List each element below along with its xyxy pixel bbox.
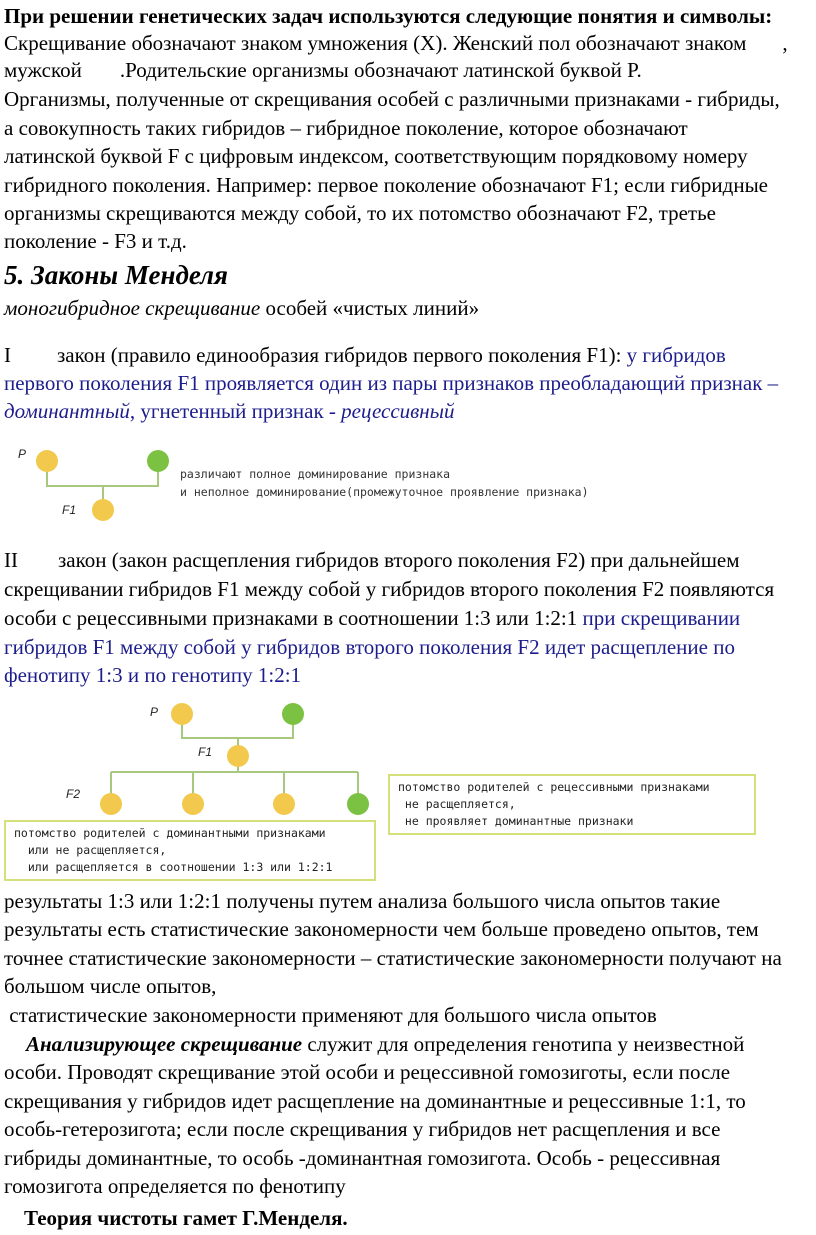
intro-line: поколение - F3 и т.д. [4,229,187,253]
f1-offspring-circle [227,745,249,767]
f2-dominant-circle [100,793,122,815]
law2-highlight: при скрещивании [582,606,741,630]
box-line: потомство родителей с рецессивными признаками [398,780,710,794]
intro-line: гибридного поколения. Например: первое поколение обозначают F1; если гибридные [4,173,768,197]
analysis-line: особь-гетерозигота; если после скрещивания у гибридов нет расщепления и все [4,1117,721,1141]
intro-heading: При решении генетических задач используются следующие понятия и символы: [4,4,773,28]
f2-label: F2 [66,787,81,801]
diagram1-note: и неполное доминирование(промежуточное проявление признака) [180,485,589,499]
p-label: P [150,705,159,719]
intro-text: .Родительские организмы обозначают латинской буквой P. [119,58,642,82]
intro-line: латинской буквой F с цифровым индексом, соответствующим порядковому номеру [4,144,748,168]
analysis-term: Анализирующее скрещивание [26,1032,303,1056]
box-line: или расщепляется в соотношении 1:3 или 1:2:1 [14,860,333,874]
subtitle-italic: моногибридное скрещивание [4,296,261,320]
box-line: или не расщепляется, [14,843,167,857]
law2-line [4,547,740,574]
recessive-note-box [388,774,756,835]
law2-line: скрещивании гибридов F1 между собой у гибридов второго поколения F2 появляются [4,577,775,601]
f2-dominant-circle [273,793,295,815]
law2-text: закон (закон расщепления гибридов второго поколения F2) при дальнейшем [58,548,740,572]
dominant-parent-circle [171,703,193,725]
law1-highlight: у гибридов [626,343,726,367]
dominant-parent-circle [36,450,58,472]
law2-number: II [4,548,18,572]
law2-text: особи с рецессивными признаками в соотношении 1:3 или 1:2:1 [4,606,583,630]
law1-line [4,398,454,425]
intro-line: Организмы, полученные от скрещивания особей с различными признаками - гибриды, [4,87,780,111]
law1-text: , угнетенный признак - [129,399,342,423]
results-line: большом числе опытов, [4,974,217,998]
section-title: 5. Законы Менделя [4,260,228,290]
f1-offspring-circle [92,499,114,521]
intro-text: Скрещивание обозначают знаком умножения (X). Женский пол обозначают знаком [4,31,747,55]
results-line: статистические закономерности применяют для большого числа опытов [4,1003,657,1027]
box-line: не расщепляется, [398,797,516,811]
analysis-line: особи. Проводят скрещивание этой особи и рецессивной гомозиготы, если после [4,1060,731,1084]
intro-line: а совокупность таких гибридов – гибридное поколение, которое обозначают [4,116,688,140]
law2-line [4,605,740,632]
box-line: потомство родителей с доминантными признаками [14,826,326,840]
analysis-line: гибриды доминантные, то особь -доминантная гомозигота. Особь - рецессивная [4,1146,721,1170]
analysis-line: скрещивания у гибридов идет расщепление на доминантные и рецессивные 1:1, то [4,1089,746,1113]
f1-label: F1 [62,503,77,517]
analysis-line: гомозигота определяется по фенотипу [4,1174,346,1198]
results-line: точнее статистические закономерности – статистические закономерности получают на [4,946,782,970]
recessive-parent-circle [282,703,304,725]
law2-line: гибридов F1 между собой у гибридов второго поколения F2 идет расщепление по [4,635,735,659]
results-line: результаты 1:3 или 1:2:1 получены путем анализа большого числа опытов такие [4,889,721,913]
law1-line: первого поколения F1 проявляется один из пары признаков преобладающий признак – [4,371,779,395]
recessive-parent-circle [147,450,169,472]
intro-line [4,57,642,84]
f2-recessive-circle [347,793,369,815]
results-line: результаты есть статистические закономерности чем больше проведено опытов, тем [4,917,759,941]
law1-text: закон (правило единообразия гибридов первого поколения F1): [57,343,627,367]
intro-text: мужской [4,58,82,82]
analysis-text: служит для определения генотипа у неизвестной [302,1032,745,1056]
law2-line: фенотипу 1:3 и по генотипу 1:2:1 [4,663,302,687]
box-line: не проявляет доминантные признаки [398,814,634,828]
law1-number: I [4,343,11,367]
recessive-term: рецессивный [341,399,455,423]
diagram1-note: различают полное доминирование признака [180,467,451,481]
theory-title: Теория чистоты гамет Г.Менделя. [24,1206,348,1230]
analysis-line [26,1031,744,1058]
law1-line [4,342,726,369]
intro-line [4,30,788,57]
f2-dominant-circle [182,793,204,815]
subtitle-rest: особей «чистых линий» [260,296,480,320]
dominant-note-box [4,820,376,881]
intro-text: , [782,31,788,55]
intro-line: организмы скрещиваются между собой, то их потомство обозначают F2, третье [4,201,716,225]
f1-label: F1 [198,745,213,759]
dominant-term: доминантный [4,399,130,423]
diagram-first-law [0,436,816,528]
p-label: P [18,447,27,461]
section-subtitle [4,295,479,322]
